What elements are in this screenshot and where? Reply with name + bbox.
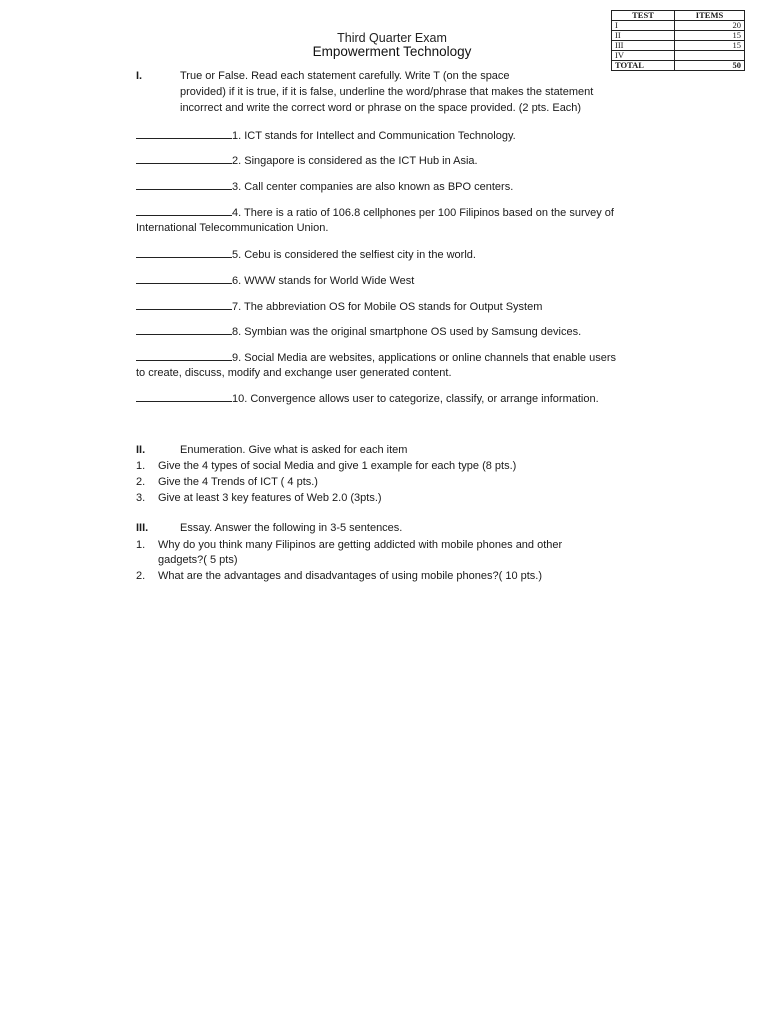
item-text: Why do you think many Filipinos are getting addicted with mobile phones and other (158, 539, 563, 551)
item-number: 2. (136, 476, 146, 488)
score-table-header-items: ITEMS (675, 11, 745, 21)
subject-title: Empowerment Technology (312, 44, 472, 59)
answer-blank[interactable] (136, 246, 232, 258)
tf-item-text: 9. Social Media are websites, applications or online channels that enable users (232, 352, 617, 364)
answer-blank[interactable] (136, 390, 232, 402)
item-text: Give the 4 Trends of ICT ( 4 pts.) (158, 476, 318, 488)
tf-item-continuation: International Telecommunication Union. (136, 222, 329, 234)
score-table-test: IV (612, 51, 675, 61)
tf-item-text: 2. Singapore is considered as the ICT Hub in Asia. (232, 155, 478, 167)
score-table-test: II (612, 31, 675, 41)
section-1-instruction-line-3: incorrect and write the correct word or phrase on the space provided. (2 pts. Each) (180, 102, 582, 114)
answer-blank[interactable] (136, 127, 232, 139)
score-table-test: I (612, 21, 675, 31)
item-number: 2. (136, 570, 146, 582)
answer-blank[interactable] (136, 178, 232, 190)
item-number: 3. (136, 492, 146, 504)
tf-item (136, 178, 676, 196)
section-1-instruction-line-2: provided) if it is true, if it is false, underline the word/phrase that makes the statement (180, 86, 594, 98)
tf-item (136, 349, 676, 367)
answer-blank[interactable] (136, 323, 232, 335)
item-number: 1. (136, 539, 146, 551)
tf-item-text: 6. WWW stands for World Wide West (232, 275, 415, 287)
answer-blank[interactable] (136, 204, 232, 216)
score-table-total-label: TOTAL (612, 61, 675, 71)
section-3-instruction: Essay. Answer the following in 3-5 sentences. (180, 522, 403, 534)
item-number: 1. (136, 460, 146, 472)
tf-item (136, 152, 676, 170)
answer-blank[interactable] (136, 349, 232, 361)
enumeration-item (136, 490, 656, 507)
tf-item-text: 1. ICT stands for Intellect and Communication Technology. (232, 130, 516, 142)
item-text: What are the advantages and disadvantages of using mobile phones?( 10 pts.) (158, 570, 543, 582)
tf-item-text: 7. The abbreviation OS for Mobile OS stands for Output System (232, 301, 543, 313)
section-1-number: I. (136, 70, 143, 82)
score-table-total-value: 50 (675, 61, 745, 71)
essay-item-continuation: gadgets?( 5 pts) (158, 554, 238, 566)
essay-item (136, 568, 656, 585)
section-1-instruction-line-1: True or False. Read each statement carefully. Write T (on the space (180, 70, 510, 82)
answer-blank[interactable] (136, 272, 232, 284)
tf-item-text: 4. There is a ratio of 106.8 cellphones per 100 Filipinos based on the survey of (232, 207, 614, 219)
tf-item (136, 298, 676, 316)
item-text: Give the 4 types of social Media and give 1 example for each type (8 pts.) (158, 460, 517, 472)
tf-item-text: 5. Cebu is considered the selfiest city in the world. (232, 249, 476, 261)
enumeration-item (136, 474, 656, 491)
tf-item (136, 390, 676, 408)
tf-item-text: 3. Call center companies are also known as BPO centers. (232, 181, 514, 193)
score-table-test: III (612, 41, 675, 51)
tf-item-text: 8. Symbian was the original smartphone OS used by Samsung devices. (232, 326, 582, 338)
score-table-items: 20 (675, 21, 745, 31)
item-text: Give at least 3 key features of Web 2.0 (3pts.) (158, 492, 382, 504)
tf-item-text: 10. Convergence allows user to categorize, classify, or arrange information. (232, 393, 599, 405)
score-table-header-row (612, 11, 745, 21)
tf-item (136, 323, 676, 341)
tf-item (136, 204, 676, 222)
answer-blank[interactable] (136, 298, 232, 310)
answer-blank[interactable] (136, 152, 232, 164)
score-table-items: 15 (675, 41, 745, 51)
section-2-number: II. (136, 444, 146, 456)
section-3-number: III. (136, 522, 149, 534)
tf-item (136, 272, 676, 290)
score-table-header-test: TEST (612, 11, 675, 21)
tf-item (136, 127, 676, 145)
score-table-items: 15 (675, 31, 745, 41)
enumeration-item (136, 458, 656, 475)
score-table-row (612, 21, 745, 31)
tf-item (136, 246, 676, 264)
section-2-instruction: Enumeration. Give what is asked for each item (180, 444, 408, 456)
tf-item-continuation: to create, discuss, modify and exchange user generated content. (136, 367, 452, 379)
exam-title: Third Quarter Exam (337, 31, 447, 45)
